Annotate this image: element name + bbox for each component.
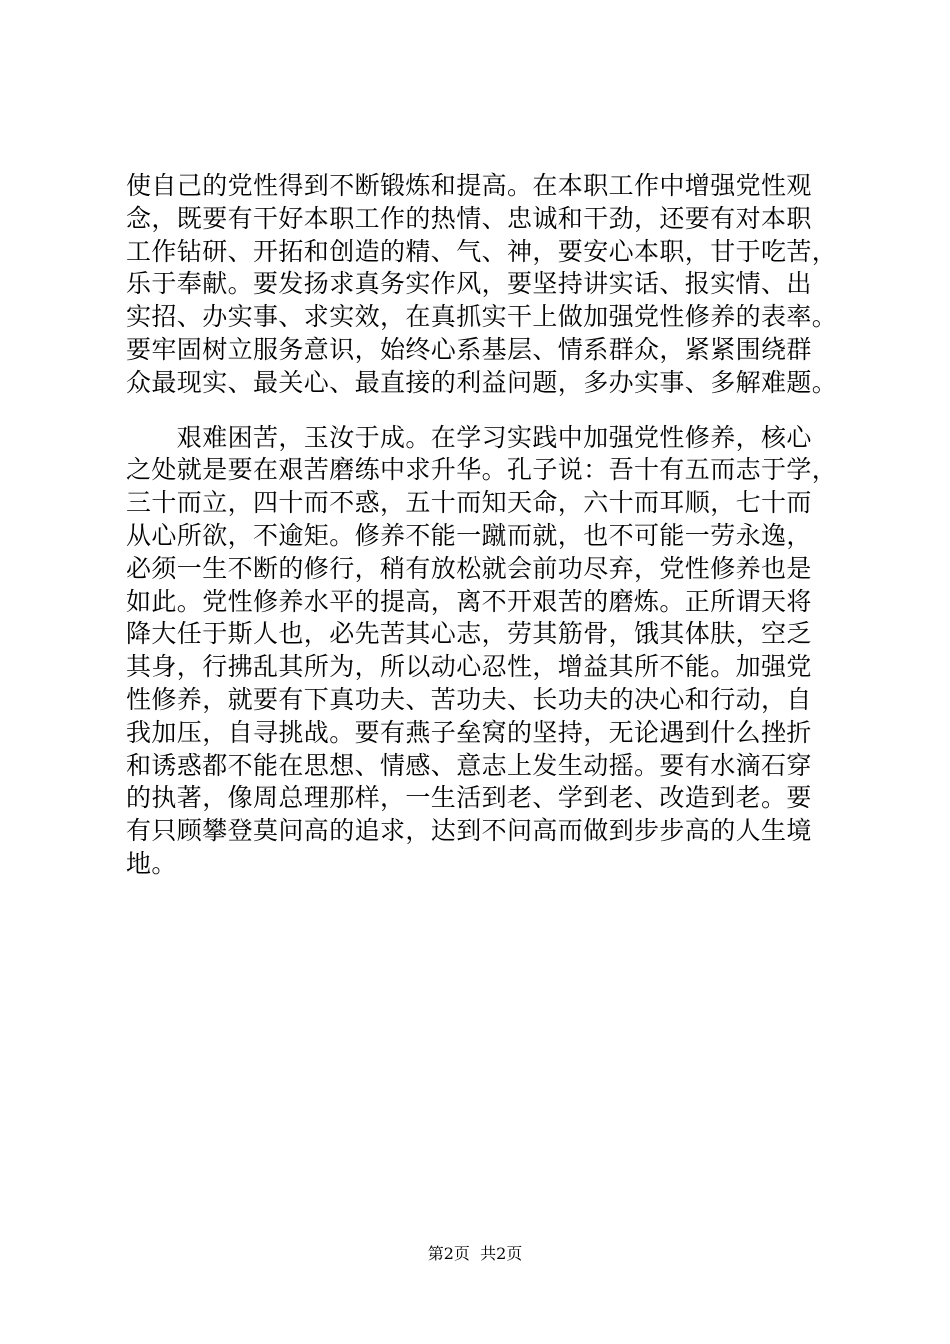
text-line: 降大任于斯人也，必先苦其心志，劳其筋骨，饿其体肤，空乏 (126, 619, 812, 649)
paragraph-gap (126, 400, 846, 422)
text-line: 如此。党性修养水平的提高，离不开艰苦的磨炼。正所谓天将 (126, 586, 812, 616)
text-line: 从心所欲，不逾矩。修养不能一蹴而就，也不可能一劳永逸， (126, 520, 812, 550)
document-body (126, 170, 846, 881)
text-line: 必须一生不断的修行，稍有放松就会前功尽弃，党性修养也是 (126, 553, 812, 583)
paragraph-2 (126, 422, 846, 881)
text-line: 的执著，像周总理那样，一生活到老、学到老、改造到老。要 (126, 783, 812, 813)
text-line: 念，既要有干好本职工作的热情、忠诚和干劲，还要有对本职 (126, 203, 812, 233)
text-line: 实招、办实事、求实效，在真抓实干上做加强党性修养的表率。 (126, 302, 838, 332)
text-line: 性修养，就要有下真功夫、苦功夫、长功夫的决心和行动，自 (126, 684, 812, 714)
paragraph-1 (126, 170, 846, 400)
text-line: 其身，行拂乱其所为，所以动心忍性，增益其所不能。加强党 (126, 652, 812, 682)
text-line: 地。 (126, 848, 177, 878)
text-line: 和诱惑都不能在思想、情感、意志上发生动摇。要有水滴石穿 (126, 750, 812, 780)
text-line: 我加压，自寻挑战。要有燕子垒窝的坚持，无论遇到什么挫折 (126, 717, 812, 747)
text-line: 有只顾攀登莫问高的追求，达到不问高而做到步步高的人生境 (126, 816, 812, 846)
text-line: 之处就是要在艰苦磨练中求升华。孔子说：吾十有五而志于学， (126, 455, 838, 485)
text-line: 众最现实、最关心、最直接的利益问题，多办实事、多解难题。 (126, 367, 838, 397)
page-number: 第2页 (427, 1244, 470, 1263)
page-total-label: 共2页 (480, 1244, 523, 1263)
text-line: 乐于奉献。要发扬求真务实作风，要坚持讲实话、报实情、出 (126, 269, 812, 299)
text-line: 工作钻研、开拓和创造的精、气、神，要安心本职，甘于吃苦， (126, 236, 838, 266)
text-line: 使自己的党性得到不断锻炼和提高。在本职工作中增强党性观 (126, 171, 812, 200)
page-total (475, 1244, 522, 1263)
text-line: 要牢固树立服务意识，始终心系基层、情系群众，紧紧围绕群 (126, 334, 812, 364)
text-line: 三十而立，四十而不惑，五十而知天命，六十而耳顺，七十而 (126, 488, 812, 518)
page-footer (0, 1243, 950, 1265)
text-line: 艰难困苦，玉汝于成。在学习实践中加强党性修养，核心 (126, 422, 812, 452)
